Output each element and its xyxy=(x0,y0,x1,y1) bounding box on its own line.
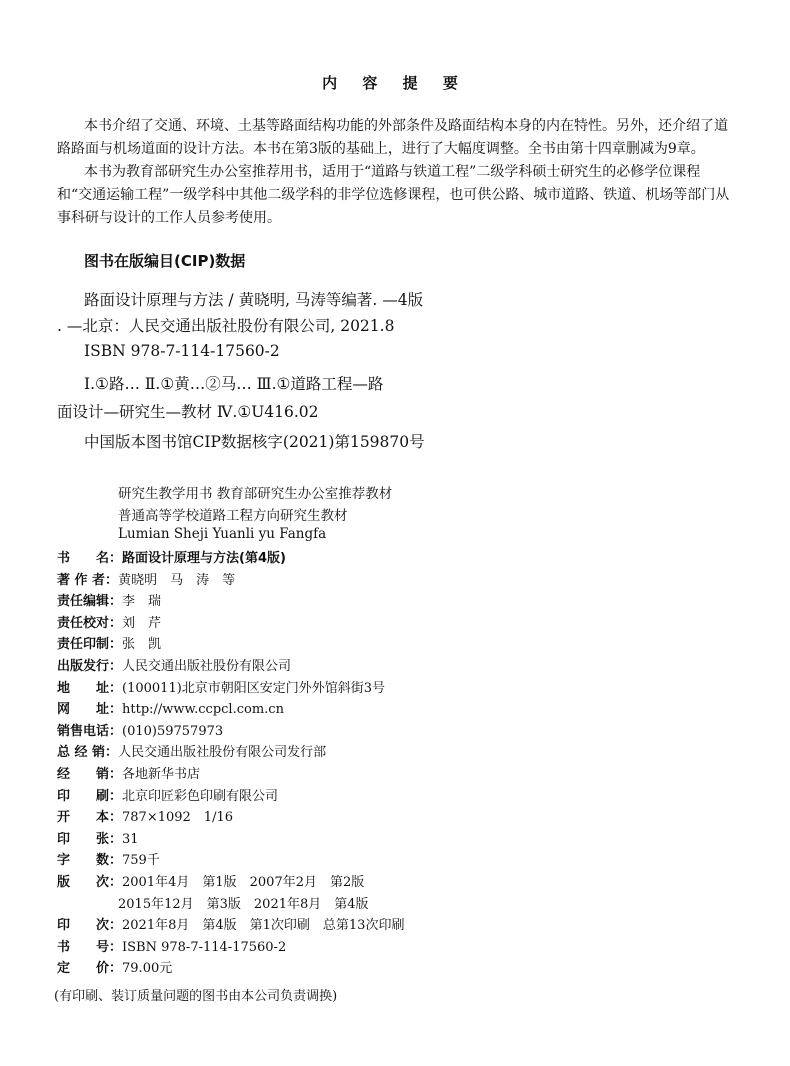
colophon-row xyxy=(57,677,385,696)
colophon-row xyxy=(57,655,291,674)
summary-line: 本书为教育部研究生办公室推荐用书，适用于“道路与铁道工程”二级学科硕士研究生的必修学位课程 xyxy=(84,164,701,180)
colophon-value: 31 xyxy=(122,831,139,847)
colophon-row xyxy=(57,633,161,652)
colophon-label: 经 销： xyxy=(57,767,123,782)
colophon-value: 79.00元 xyxy=(122,961,173,977)
summary-title: 内 容 提 要 xyxy=(322,74,468,92)
colophon-value: 2001年4月 第1版 2007年2月 第2版 xyxy=(122,875,365,890)
colophon-label: 著 作 者： xyxy=(57,572,119,588)
colophon-row xyxy=(57,763,200,782)
summary-line: 和“交通运输工程”一级学科中其他二级学科的非学位选修课程，也可供公路、城市道路、铁道、机场等部门从 xyxy=(57,187,730,203)
colophon-value: (100011)北京市朝阳区安定门外外馆斜街3号 xyxy=(122,680,386,696)
colophon-value: http://www.ccpcl.com.cn xyxy=(122,702,284,718)
summary-line: 本书介绍了交通、环境、土基等路面结构功能的外部条件及路面结构本身的内在特性。另外，还介绍了道 xyxy=(84,118,728,134)
colophon-row xyxy=(57,871,364,890)
cip-line: ISBN 978-7-114-17560-2 xyxy=(84,342,280,360)
cip-line: Ⅰ.①路… Ⅱ.①黄…②马… Ⅲ.①道路工程—路 xyxy=(84,375,384,393)
cip-line: . —北京：人民交通出版社股份有限公司, 2021.8 xyxy=(57,317,395,335)
cip-heading: 图书在版编目(CIP)数据 xyxy=(84,252,246,270)
colophon-label: 责任编辑： xyxy=(57,594,123,610)
colophon-value-continued: 2015年12月 第3版 2021年8月 第4版 xyxy=(118,896,369,912)
colophon-label: 版 次： xyxy=(57,875,123,890)
colophon-value: (010)59757973 xyxy=(122,723,224,739)
colophon-row xyxy=(57,936,286,955)
cip-line: 中国版本图书馆CIP数据核字(2021)第159870号 xyxy=(84,433,425,451)
colophon-label: 印 刷： xyxy=(57,788,123,804)
colophon-row xyxy=(57,828,139,847)
colophon-value: 黄晓明 马 涛 等 xyxy=(118,572,236,588)
colophon-value: 人民交通出版社股份有限公司 xyxy=(122,659,292,674)
colophon-row xyxy=(57,957,172,976)
colophon-value: 人民交通出版社股份有限公司发行部 xyxy=(118,745,327,761)
colophon-row xyxy=(57,720,223,739)
colophon-row xyxy=(57,741,326,760)
colophon-label: 出版发行： xyxy=(57,659,123,674)
colophon-label: 字 数： xyxy=(57,853,123,869)
colophon-label: 印 次： xyxy=(57,918,123,934)
series-line: 研究生教学用书 教育部研究生办公室推荐教材 xyxy=(118,486,393,502)
colophon-row xyxy=(57,569,235,588)
colophon-row xyxy=(57,547,286,566)
colophon-row xyxy=(57,590,161,609)
colophon-label: 地 址： xyxy=(57,680,123,696)
colophon-value: 759千 xyxy=(122,853,160,869)
series-line: Lumian Sheji Yuanli yu Fangfa xyxy=(118,526,327,542)
colophon-row xyxy=(57,698,284,717)
colophon-value: 路面设计原理与方法(第4版) xyxy=(122,551,286,566)
colophon-value: 李 瑞 xyxy=(122,594,162,610)
colophon-label: 责任校对： xyxy=(57,615,123,631)
colophon-label: 开 本： xyxy=(57,810,123,826)
colophon-label: 销售电话： xyxy=(57,723,123,739)
colophon-value: 刘 芹 xyxy=(122,615,162,631)
cip-line: 路面设计原理与方法 / 黄晓明, 马涛等编著. —4版 xyxy=(84,291,424,309)
colophon-label: 网 址： xyxy=(57,702,123,718)
summary-line: 事科研与设计的工作人员参考使用。 xyxy=(57,210,281,226)
colophon-value: 各地新华书店 xyxy=(122,767,201,782)
summary-line: 路路面与机场道面的设计方法。本书在第3版的基础上，进行了大幅度调整。全书由第十四章删减为9章。 xyxy=(57,141,705,157)
colophon-row xyxy=(57,785,278,804)
series-line: 普通高等学校道路工程方向研究生教材 xyxy=(118,508,348,524)
colophon-value: 北京印匠彩色印刷有限公司 xyxy=(122,788,279,804)
colophon-label: 印 张： xyxy=(57,831,123,847)
colophon-row xyxy=(57,612,161,631)
colophon-value: ISBN 978-7-114-17560-2 xyxy=(122,939,287,955)
colophon-label: 责任印制： xyxy=(57,637,123,653)
colophon-row xyxy=(57,914,404,933)
colophon-value: 787×1092 1/16 xyxy=(122,810,233,826)
colophon-value: 张 凯 xyxy=(122,637,162,653)
colophon-label: 书 名： xyxy=(57,551,123,566)
colophon-value: 2021年8月 第4版 第1次印刷 总第13次印刷 xyxy=(122,918,405,934)
colophon-row xyxy=(57,806,233,825)
cip-line: 面设计—研究生—教材 Ⅳ.①U416.02 xyxy=(57,403,319,421)
colophon-row xyxy=(57,849,160,868)
colophon-label: 总 经 销： xyxy=(57,745,119,761)
footer-note: (有印刷、装订质量问题的图书由本公司负责调换) xyxy=(54,989,338,1004)
colophon-label: 书 号： xyxy=(57,939,123,955)
colophon-label: 定 价： xyxy=(57,961,123,977)
